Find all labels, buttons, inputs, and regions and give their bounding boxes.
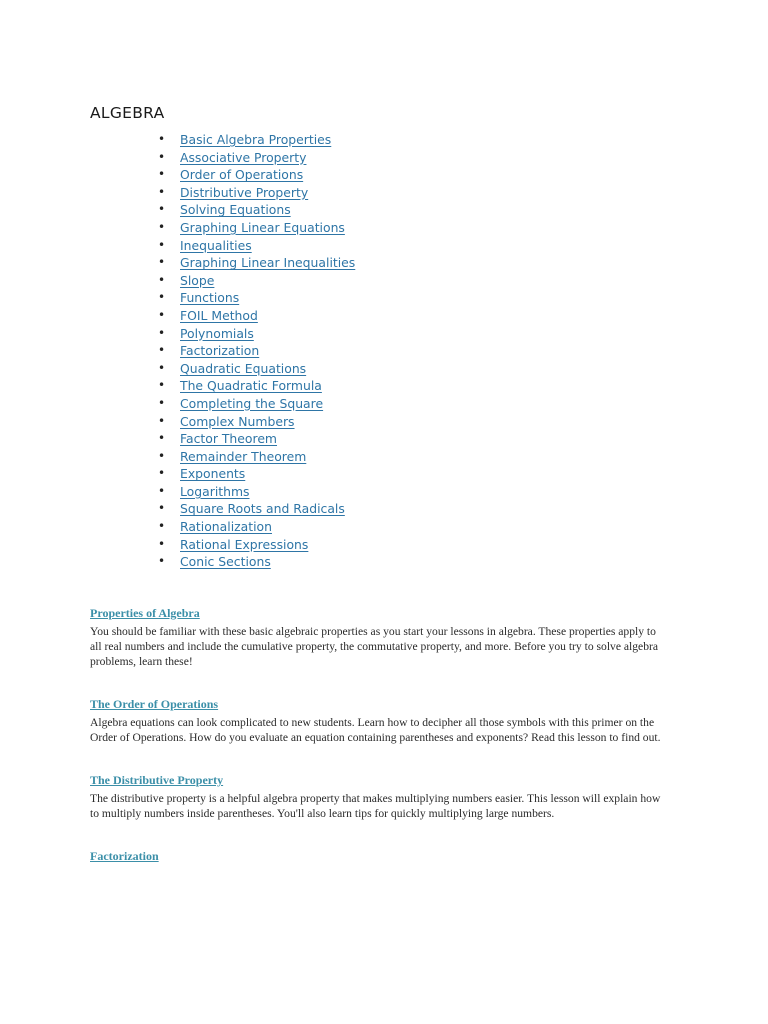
topic-list-item [158,377,355,395]
topic-list-item [158,184,355,202]
topic-link[interactable]: Remainder Theorem [180,448,307,464]
topic-list-item [158,325,355,343]
bullet-icon: • [158,554,166,569]
topic-list-item [158,413,355,431]
topic-link[interactable]: Logarithms [180,483,250,499]
topic-list-item [158,536,355,554]
section-description: You should be familiar with these basic algebraic properties as you start your lessons in algebra. These properties apply to all real numbers and include the cumulative property, the commutative property, and more. Before you try to solve algebra problems, learn these! [90,625,659,668]
topic-link[interactable]: Exponents [180,466,246,482]
topic-link[interactable]: Slope [180,272,215,288]
topic-link[interactable]: The Quadratic Formula [180,378,322,394]
topic-link[interactable]: Solving Equations [180,202,291,218]
topic-link[interactable]: Polynomials [180,325,254,341]
topic-list-item [158,553,355,571]
bullet-icon: • [158,448,166,463]
bullet-icon: • [158,483,166,498]
topic-link[interactable]: Associative Property [180,149,307,165]
section-heading-link[interactable]: Factorization [90,849,159,863]
bullet-icon: • [158,132,166,146]
topic-link[interactable]: Graphing Linear Equations [180,219,345,235]
page-title: ALGEBRA [90,104,165,122]
topic-list-item [158,201,355,219]
topic-link[interactable]: Square Roots and Radicals [180,501,345,517]
topic-link[interactable]: Quadratic Equations [180,360,307,376]
topic-list-item [158,395,355,413]
lesson-sections [90,605,670,891]
topic-list-item [158,307,355,325]
bullet-icon: • [158,219,166,234]
topic-list-item [158,342,355,360]
topic-list-item [158,465,355,483]
bullet-icon: • [158,202,166,217]
bullet-icon: • [158,519,166,534]
topic-list-item [158,166,355,184]
bullet-icon: • [158,466,166,481]
section-heading-link[interactable]: The Distributive Property [90,773,224,787]
bullet-icon: • [158,237,166,252]
topic-link[interactable]: Inequalities [180,237,252,253]
bullet-icon: • [158,378,166,393]
topic-link[interactable]: Rationalization [180,519,272,535]
bullet-icon: • [158,413,166,428]
topic-link[interactable]: Completing the Square [180,395,324,411]
topic-list-item [158,272,355,290]
topic-list-item [158,237,355,255]
topic-list-item [158,219,355,237]
topic-list-item [158,254,356,272]
bullet-icon: • [158,431,166,446]
bullet-icon: • [158,395,166,410]
bullet-icon: • [158,167,166,182]
topic-list-item [158,430,355,448]
topic-list-item [158,518,355,536]
topic-list-item [158,360,355,378]
bullet-icon: • [158,343,166,358]
bullet-icon: • [158,290,166,305]
lesson-section [90,696,670,745]
lesson-section [90,772,670,821]
topic-link[interactable]: Functions [180,290,240,306]
lesson-section [90,848,670,864]
bullet-icon: • [158,360,166,375]
bullet-icon: • [158,307,166,322]
topic-link[interactable]: Complex Numbers [180,413,295,429]
topic-list [158,131,356,571]
bullet-icon: • [158,325,166,340]
topic-link[interactable]: Conic Sections [180,554,271,570]
topic-link[interactable]: Order of Operations [180,167,304,183]
section-description: The distributive property is a helpful algebra property that makes multiplying numbers easier. This lesson will explain how to multiply numbers inside parentheses. You'll also learn tips for quickly multiplying large numbers. [90,792,661,820]
bullet-icon: • [158,149,166,164]
topic-link[interactable]: Basic Algebra Properties [180,132,332,147]
topic-link[interactable]: Distributive Property [180,184,309,200]
section-heading-link[interactable]: The Order of Operations [90,697,219,711]
topic-list-item [158,131,355,149]
topic-list-item [158,289,355,307]
topic-link[interactable]: Factor Theorem [180,431,278,447]
bullet-icon: • [158,184,166,199]
topic-list-item [158,483,355,501]
bullet-icon: • [158,536,166,551]
section-description: Algebra equations can look complicated to new students. Learn how to decipher all those symbols with this primer on the Order of Operations. How do you evaluate an equation containing parentheses and exponents? Read this lesson to find out. [90,716,661,744]
topic-list-item [158,149,355,167]
bullet-icon: • [158,501,166,516]
topic-link[interactable]: FOIL Method [180,307,258,323]
bullet-icon: • [158,272,166,287]
topic-link[interactable]: Factorization [180,343,260,359]
topic-list-item [158,448,355,466]
section-heading-link[interactable]: Properties of Algebra [90,606,200,620]
lesson-section [90,605,670,669]
topic-link[interactable]: Graphing Linear Inequalities [180,255,356,271]
topic-list-item [158,500,355,518]
bullet-icon: • [158,255,166,270]
topic-link[interactable]: Rational Expressions [180,536,309,552]
